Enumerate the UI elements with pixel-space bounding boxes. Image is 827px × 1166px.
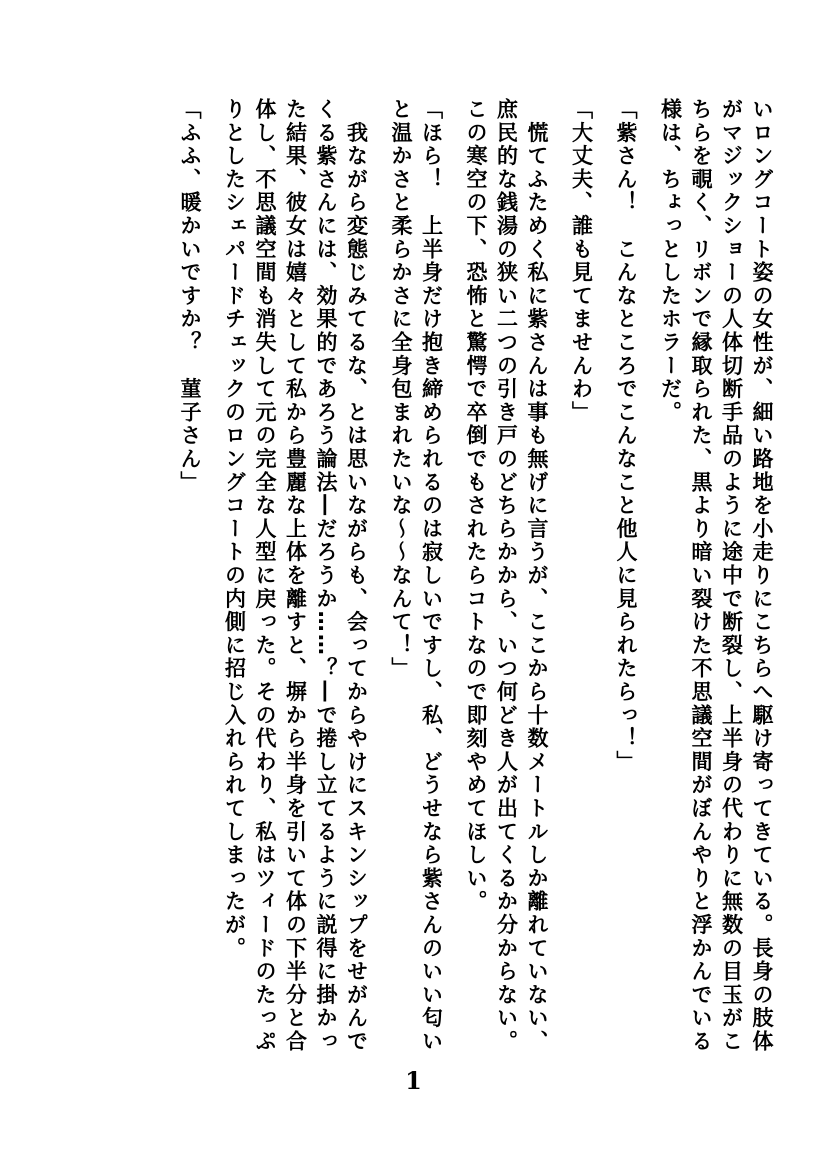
paragraph-2: 慌てふためく私に紫さんは事も無げに言うが、ここから十数メートルしか離れていない、庶民的な銭湯の狭い二つの引き戸のどちらかから、いつ何どき人が出てくるか分からない。この寒空の下、恐怖と驚愕で卒倒でもされたらコトなので即刻やめてほしい。 bbox=[464, 98, 549, 1054]
paragraph-gap bbox=[641, 98, 655, 1068]
paragraph-gap bbox=[552, 98, 566, 1068]
paragraph-gap bbox=[447, 98, 461, 1068]
dialogue-line-3: 「ほら！ 上半身だけ抱き締められるのは寂しいですし、私、どうせなら紫さんのいい匂いと温かさと柔らかさに全身包まれたいな～～なんて！」 bbox=[389, 98, 444, 1054]
paragraph-gap bbox=[372, 98, 386, 1068]
dialogue-line-2: 「大丈夫、誰も見てませんわ」 bbox=[569, 98, 594, 425]
dialogue-line-1: 「紫さん！ こんなところでこんなこと他人に見られたらっ！」 bbox=[614, 98, 638, 774]
dialogue-line-4: 「ふふ、暖かいですか？ 菫子さん」 bbox=[178, 98, 202, 495]
vertical-text-body bbox=[37, 98, 777, 1068]
paragraph-gap bbox=[205, 98, 219, 1068]
paragraph-3: 我ながら変態じみてるな、とは思いながらも、会ってからやけにスキンシップをせがんでくる紫さんには、効果的であろう論法―だろうか……？―で捲し立てるように説得に掛かった結果、彼女は嬉々として私から豊麗な上体を離すと、塀から半身を引いて体の下半分と合体し、不思議空間も消失して元の完全な人型に戻った。その代わり、私はツィードのたっぷりとしたシェパードチェックのロングコートの内側に招じ入れられてしまったが。 bbox=[222, 98, 369, 1054]
paragraph-gap bbox=[597, 98, 611, 1068]
paragraph-1: いロングコート姿の女性が、細い路地を小走りにこちらへ駆け寄ってきている。長身の肢体がマジックショーの人体切断手品のように途中で断裂し、上半身の代わりに無数の目玉がこちらを覗く、リボンで縁取られた、黒より暗い裂けた不思議空間がぼんやりと浮かんでいる様は、ちょっとしたホラーだ。 bbox=[658, 98, 774, 1054]
page-number: 1 bbox=[405, 1066, 422, 1095]
